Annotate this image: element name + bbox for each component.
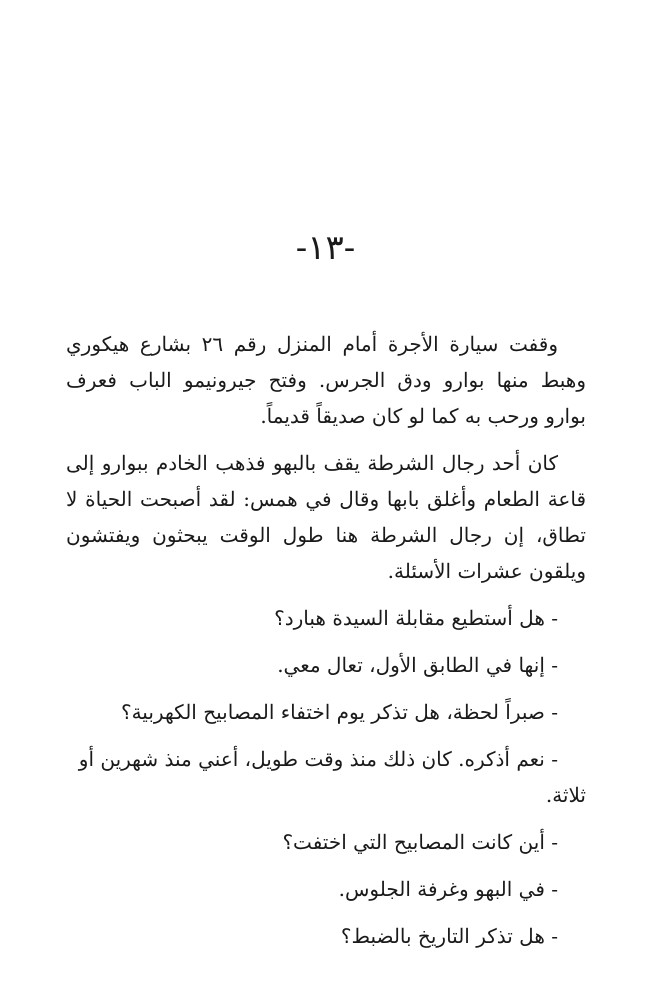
chapter-body (66, 326, 586, 965)
paragraph-1: وقفت سيارة الأجرة أمام المنزل رقم ٢٦ بشارع هيكوري وهبط منها بوارو ودق الجرس. وفتح جيرونيمو الباب فعرف بوارو ورحب به كما لو كان صديقاً قديماً. (66, 332, 586, 428)
dialogue-line-6: - في البهو وغرفة الجلوس. (338, 877, 558, 901)
dialogue-line-4: - نعم أذكره. كان ذلك منذ وقت طويل، أعني منذ شهرين أو ثلاثة. (78, 747, 586, 807)
chapter-number: -١٣- (295, 228, 356, 268)
dialogue-line-5: - أين كانت المصابيح التي اختفت؟ (282, 830, 558, 854)
dialogue-line-2: - إنها في الطابق الأول، تعال معي. (277, 653, 558, 677)
paragraph-2: كان أحد رجال الشرطة يقف بالبهو فذهب الخادم ببوارو إلى قاعة الطعام وأغلق بابها وقال في همس: لقد أصبحت الحياة لا تطاق، إن رجال الشرطة هنا طول الوقت يبحثون ويفتشون ويلقون عشرات الأسئلة. (66, 451, 586, 583)
dialogue-line-7: - هل تذكر التاريخ بالضبط؟ (340, 924, 558, 948)
dialogue-line-3: - صبراً لحظة، هل تذكر يوم اختفاء المصابيح الكهربية؟ (120, 700, 558, 724)
dialogue-line-1: - هل أستطيع مقابلة السيدة هبارد؟ (274, 606, 558, 630)
